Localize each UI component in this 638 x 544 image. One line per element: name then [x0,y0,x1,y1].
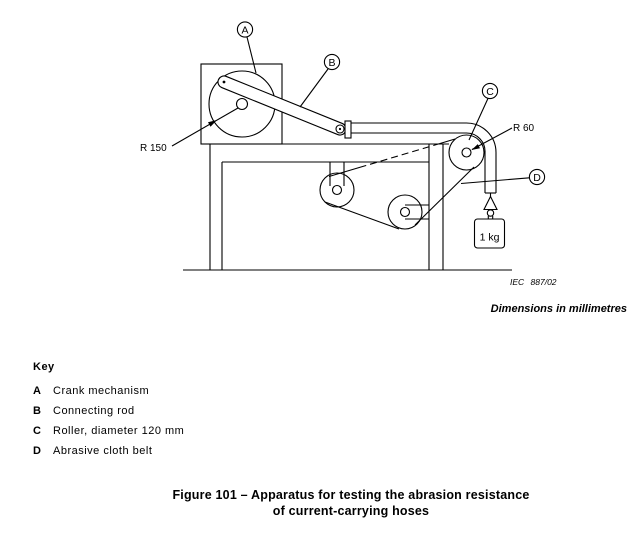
key-block [33,361,185,457]
key-item-a [33,385,149,397]
roller-2 [388,195,422,229]
key-item-b-label: Connecting rod [53,405,135,417]
callout-d-label: D [533,172,541,184]
table-leg-left [210,144,222,270]
key-item-c-id: C [33,425,42,437]
key-item-d [33,445,152,457]
key-item-b-id: B [33,405,42,417]
roller-1-hub [333,186,342,195]
units-note: Dimensions in millimetres [490,303,627,315]
crank-disc-hub [237,99,248,110]
callout-c-leader [469,98,488,140]
plate-credit: IEC 887/02 [510,277,557,287]
callout-b-leader [300,69,328,107]
key-item-c-label: Roller, diameter 120 mm [53,425,185,437]
rod-end-pin [339,128,341,130]
crank-pin [223,81,226,84]
weight-hook-knob [487,210,493,216]
key-item-a-label: Crank mechanism [53,385,150,397]
roller-2-hub [401,208,410,217]
roller-c [449,135,484,170]
callout-d-leader [461,178,530,184]
table-leg-right [429,144,443,270]
callout-b-label: B [328,57,336,69]
key-item-a-id: A [33,385,42,397]
roller-2-bracket [405,205,429,219]
figure-caption-line2: of current-carrying hoses [272,503,430,518]
dim-r60-label: R 60 [513,123,535,134]
dim-r150-label: R 150 [140,143,167,154]
dim-r60-arrowhead [472,144,481,150]
key-item-d-id: D [33,445,42,457]
key-item-b [33,405,135,417]
rod-coupling-flange [345,121,351,138]
callout-c-label: C [486,86,494,98]
weight-hook-cone [484,197,497,210]
key-item-c [33,425,184,437]
belt-return-run [415,167,474,225]
figure-caption [65,488,637,519]
key-title: Key [33,361,55,373]
hose-inner-edge [351,133,485,193]
weight-label: 1 kg [479,231,500,244]
key-item-d-label: Abrasive cloth belt [53,445,153,457]
figure-caption-line1: Figure 101 – Apparatus for testing the abrasion resistance [172,488,530,502]
roller-1 [320,173,354,207]
roller-c-hub [462,148,471,157]
callout-a-label: A [241,24,249,37]
